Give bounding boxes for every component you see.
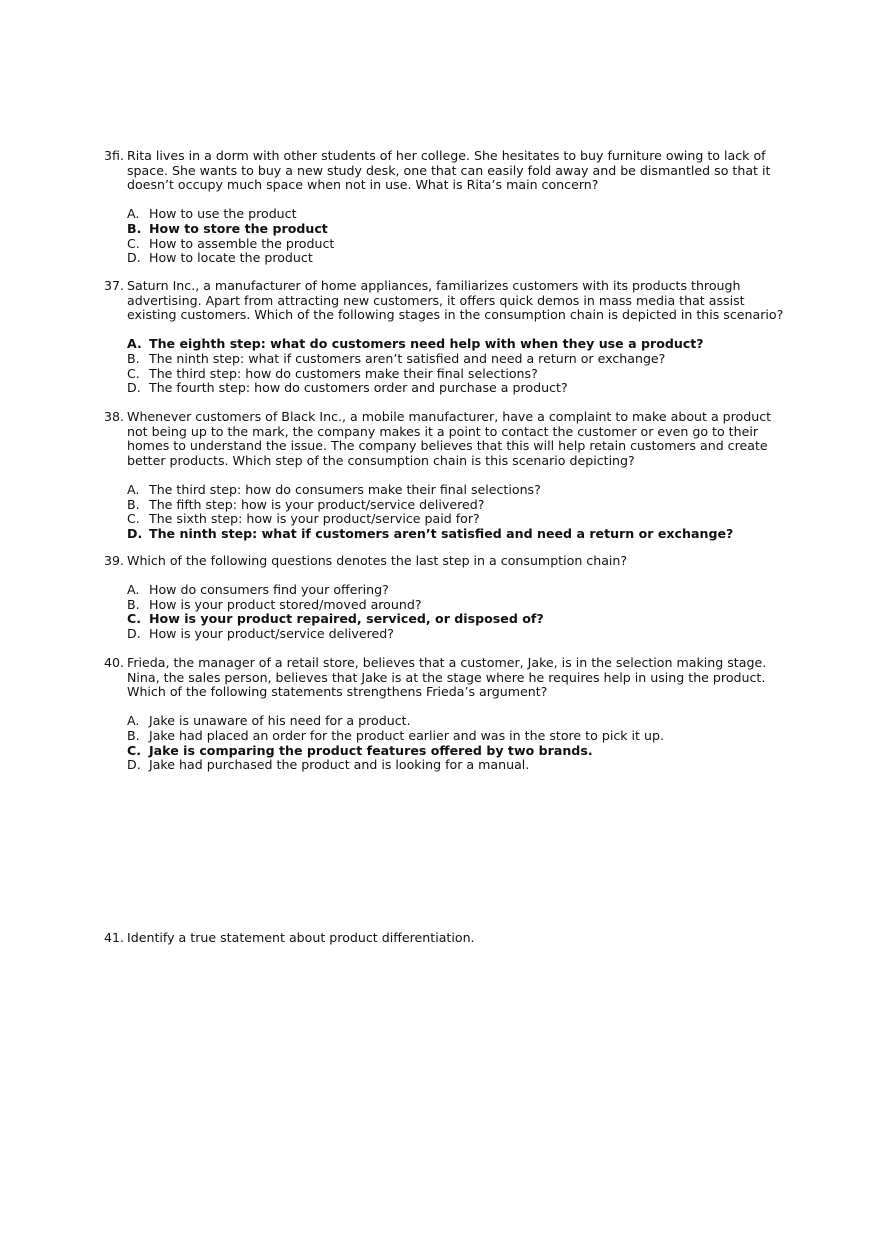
question-40 — [104, 656, 784, 773]
question-text: Whenever customers of Black Inc., a mobile manufacturer, have a complaint to make about a product not being up to the mark, the company makes it a point to contact the customer or even go to their homes to understand the issue. The company believes that this will help retain customers and create better products. Which step of the consumption chain is this scenario depicting? — [127, 409, 772, 468]
answer-options — [104, 483, 784, 541]
answer-option-b: B. Jake had placed an order for the product earlier and was in the store to pick it up. — [127, 727, 664, 743]
answer-option-b: B. How is your product stored/moved around? — [127, 596, 422, 612]
question-number: 40. — [104, 655, 125, 670]
answer-option-c: C. How to assemble the product — [127, 235, 335, 251]
answer-option-c-correct: C. Jake is comparing the product features offered by two brands. — [127, 742, 593, 758]
answer-option-a-correct: A. The eighth step: what do customers need help with when they use a product? — [127, 336, 704, 352]
answer-option-a: A. How to use the product — [127, 206, 297, 222]
question-41 — [104, 931, 784, 946]
question-text: Rita lives in a dorm with other students of her college. She hesitates to buy furniture owing to lack of space. She wants to buy a new study desk, one that can easily fold away and be dismantled so that it doesn’t occupy much space when not in use. What is Rita’s main concern? — [127, 148, 771, 193]
answer-option-a: A. How do consumers find your offering? — [127, 582, 389, 598]
answer-option-b: B. The ninth step: what if customers aren’t satisfied and need a return or exchange? — [127, 350, 666, 366]
question-number: 41. — [104, 930, 125, 945]
question-text: Identify a true statement about product differentiation. — [127, 930, 475, 945]
question-text: Which of the following questions denotes the last step in a consumption chain? — [127, 553, 628, 568]
answer-option-c: C. The sixth step: how is your product/service paid for? — [127, 511, 480, 527]
answer-option-d: D. Jake had purchased the product and is looking for a manual. — [127, 757, 530, 773]
question-text: Frieda, the manager of a retail store, believes that a customer, Jake, is in the selection making stage. Nina, the sales person, believes that Jake is at the stage where he requires help in using the product. Which of the following statements strengthens Frieda’s argument? — [127, 655, 767, 700]
question-38 — [104, 410, 784, 541]
question-36 — [104, 149, 784, 266]
question-39 — [104, 554, 784, 642]
answer-option-d: D. How is your product/service delivered? — [127, 625, 394, 641]
answer-options — [104, 207, 784, 265]
answer-option-d-correct: D. The ninth step: what if customers aren’t satisfied and need a return or exchange? — [127, 525, 734, 541]
question-text: Saturn Inc., a manufacturer of home appliances, familiarizes customers with its products through advertising. Apart from attracting new customers, it offers quick demos in mass media that assist existing customers. Which of the following stages in the consumption chain is depicted in this scenario? — [127, 278, 784, 323]
question-37 — [104, 279, 784, 396]
answer-option-c-correct: C. How is your product repaired, serviced, or disposed of? — [127, 611, 544, 627]
answer-option-d: D. How to locate the product — [127, 250, 313, 266]
answer-option-b-correct: B. How to store the product — [127, 220, 328, 236]
answer-option-c: C. The third step: how do customers make their final selections? — [127, 365, 538, 381]
answer-option-b: B. The fifth step: how is your product/service delivered? — [127, 496, 485, 512]
answer-option-a: A. Jake is unaware of his need for a product. — [127, 713, 411, 729]
answer-options — [104, 337, 784, 395]
question-number: 3fi. — [104, 148, 124, 163]
question-number: 39. — [104, 553, 125, 568]
question-number: 38. — [104, 409, 125, 424]
answer-options — [104, 583, 784, 641]
answer-option-d: D. The fourth step: how do customers order and purchase a product? — [127, 380, 568, 396]
answer-option-a: A. The third step: how do consumers make their final selections? — [127, 481, 541, 497]
question-number: 37. — [104, 278, 125, 293]
answer-options — [104, 714, 784, 772]
